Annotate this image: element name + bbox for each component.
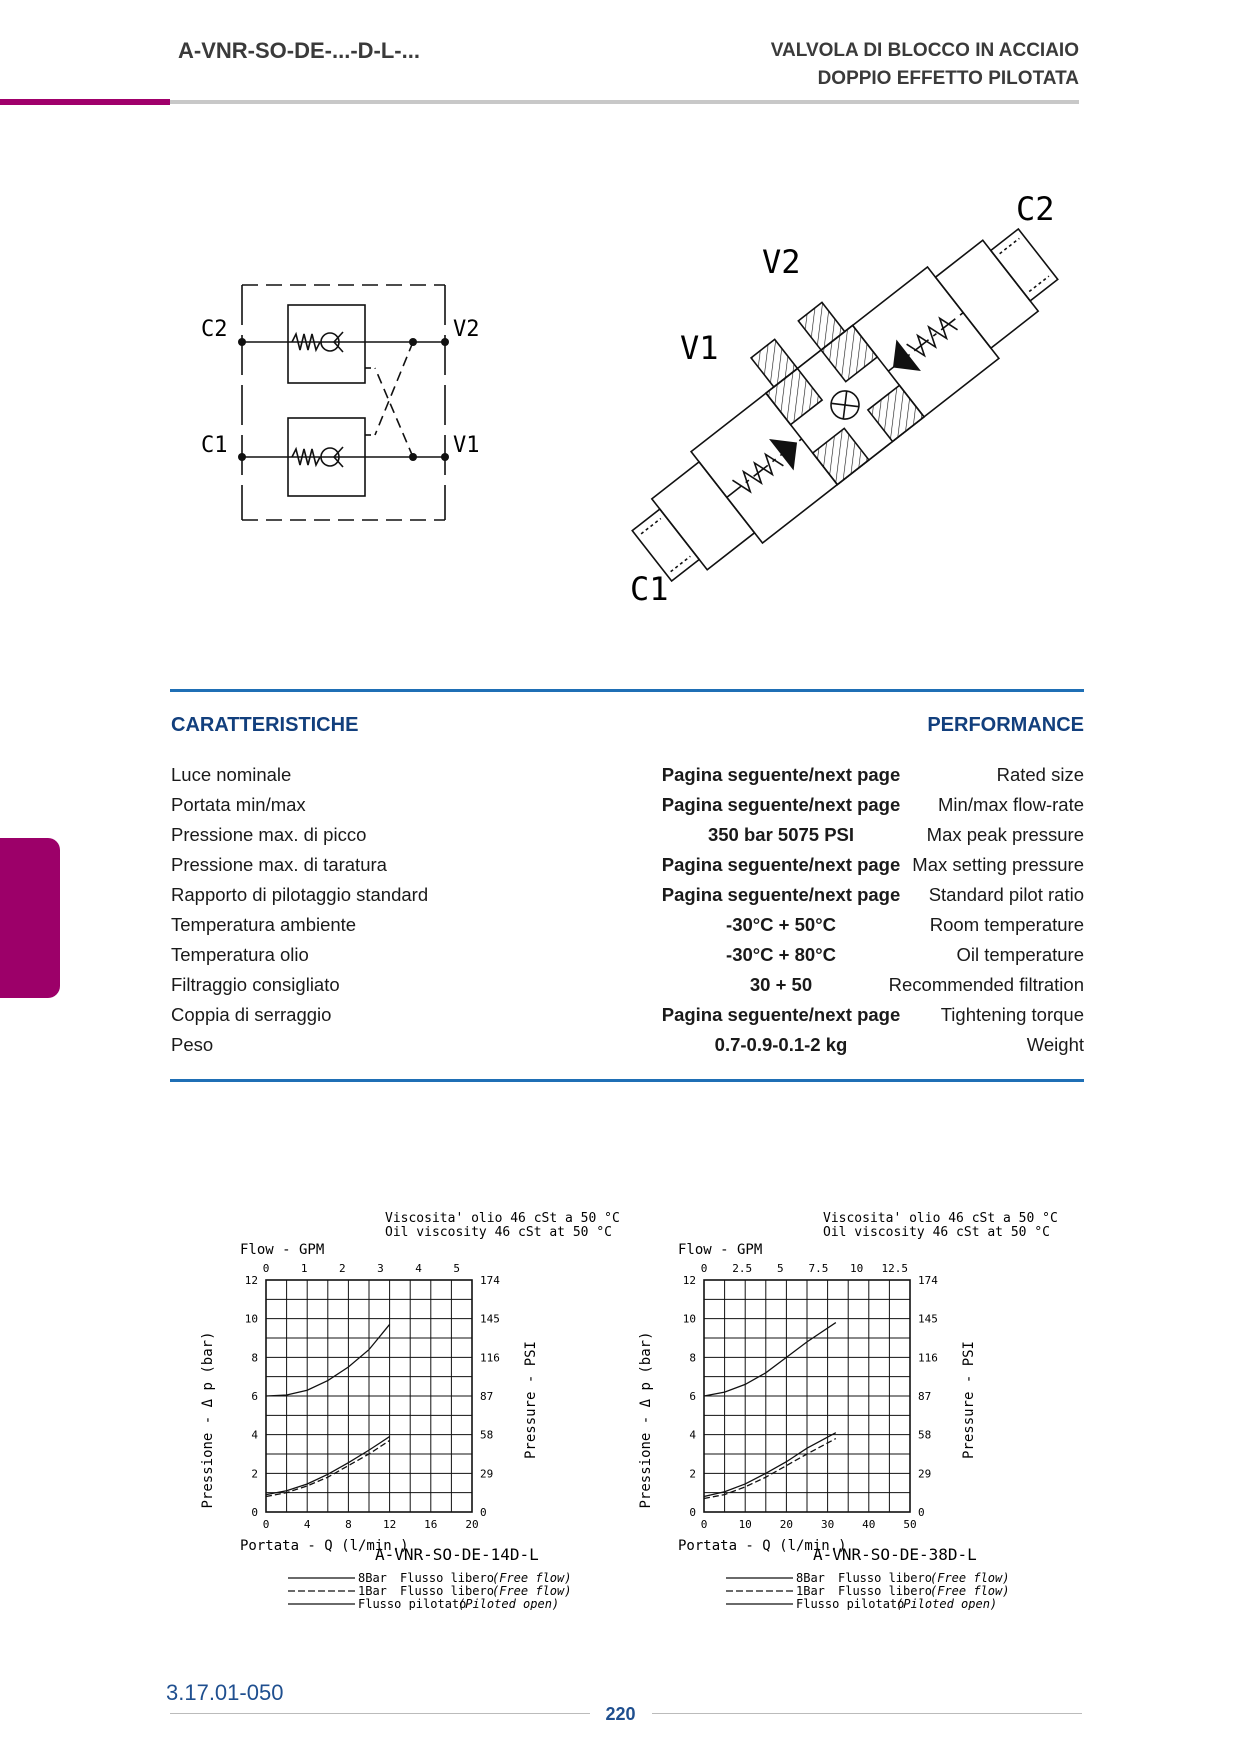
y-tick-label: 0 bbox=[251, 1506, 258, 1519]
top-tick-label: 2 bbox=[338, 1262, 346, 1275]
spec-label-it: Portata min/max bbox=[171, 794, 306, 815]
chart-legend bbox=[288, 1571, 571, 1610]
y-right-tick-label: 0 bbox=[480, 1506, 487, 1519]
series-line-0 bbox=[704, 1323, 836, 1396]
drawing-label-v1: V1 bbox=[680, 329, 719, 367]
x-tick-label: 4 bbox=[303, 1518, 311, 1531]
spec-label-it: Coppia di serraggio bbox=[171, 1004, 332, 1025]
y-right-tick-label: 29 bbox=[480, 1467, 494, 1481]
x-tick-label: 50 bbox=[903, 1518, 917, 1531]
y-tick-label: 8 bbox=[689, 1351, 696, 1365]
top-tick-label: 7.5 bbox=[808, 1262, 829, 1275]
title-line-2: DOPPIO EFFETTO PILOTATA bbox=[817, 68, 1079, 89]
y-tick-label: 12 bbox=[682, 1274, 696, 1287]
drawing-label-c2: C2 bbox=[1016, 195, 1055, 228]
port-label-c1: C1 bbox=[201, 433, 228, 458]
top-tick-label: 12.5 bbox=[881, 1262, 908, 1275]
page-number: 220 bbox=[605, 1704, 636, 1724]
spec-label-en: Oil temperature bbox=[956, 944, 1084, 965]
drawing-label-c1: C1 bbox=[630, 570, 669, 608]
top-tick-label: 10 bbox=[849, 1262, 864, 1275]
header-divider bbox=[170, 100, 1079, 104]
port-label-c2: C2 bbox=[201, 317, 228, 342]
y-right-tick-label: 58 bbox=[480, 1428, 494, 1442]
chart-14d bbox=[200, 1210, 660, 1610]
y-tick-label: 2 bbox=[689, 1467, 696, 1481]
y-right-tick-label: 116 bbox=[918, 1351, 938, 1365]
port-label-v2: V2 bbox=[453, 317, 480, 342]
legend-label-it: Flusso pilotato bbox=[358, 1597, 467, 1610]
y-right-axis-label: Pressure - PSI bbox=[523, 1340, 539, 1460]
spec-row bbox=[171, 914, 1084, 944]
title-line-1: VALVOLA DI BLOCCO IN ACCIAIO bbox=[770, 40, 1079, 61]
y-tick-label: 6 bbox=[251, 1390, 258, 1403]
header-accent-line bbox=[0, 99, 170, 105]
hydraulic-schematic bbox=[195, 270, 495, 530]
y-right-tick-label: 58 bbox=[918, 1428, 932, 1442]
top-axis-label: Flow - GPM bbox=[240, 1242, 325, 1258]
spec-label-en: Weight bbox=[1026, 1034, 1084, 1055]
y-tick-label: 8 bbox=[251, 1351, 258, 1365]
y-right-tick-label: 145 bbox=[918, 1312, 938, 1326]
legend-label-it: Flusso libero bbox=[838, 1571, 932, 1585]
spec-value: 30 + 50 bbox=[749, 974, 813, 995]
y-right-axis-label: Pressure - PSI bbox=[961, 1340, 977, 1460]
spec-value: Pagina seguente/next page bbox=[661, 854, 901, 875]
legend-label-it: Flusso libero bbox=[400, 1584, 494, 1598]
chart-model-label: A-VNR-SO-DE-14D-L bbox=[375, 1545, 539, 1564]
y-right-tick-label: 29 bbox=[918, 1467, 932, 1481]
spec-label-en: Room temperature bbox=[929, 914, 1084, 935]
legend-label-it: Flusso libero bbox=[838, 1584, 932, 1598]
spec-row bbox=[171, 884, 1084, 914]
x-tick-label: 12 bbox=[382, 1518, 397, 1531]
spec-label-it: Luce nominale bbox=[171, 764, 292, 785]
series-line-2 bbox=[704, 1433, 836, 1497]
y-right-tick-label: 87 bbox=[480, 1390, 494, 1403]
spec-label-it: Filtraggio consigliato bbox=[171, 974, 340, 995]
specs-top-rule bbox=[170, 689, 1084, 692]
y-tick-label: 12 bbox=[244, 1274, 258, 1287]
spec-label-en: Rated size bbox=[996, 764, 1084, 785]
spec-value: -30°C + 50°C bbox=[726, 914, 836, 935]
x-tick-label: 0 bbox=[262, 1518, 270, 1531]
spec-value: -30°C + 80°C bbox=[726, 944, 836, 965]
spec-label-it: Temperatura olio bbox=[171, 944, 309, 965]
port-label-v1: V1 bbox=[453, 433, 480, 458]
y-right-tick-label: 87 bbox=[918, 1390, 932, 1403]
top-tick-label: 0 bbox=[700, 1262, 708, 1275]
spec-row bbox=[171, 854, 1084, 884]
legend-key: 1Bar bbox=[358, 1584, 387, 1598]
spec-row bbox=[171, 1004, 1084, 1034]
top-axis-label: Flow - GPM bbox=[678, 1242, 763, 1258]
spec-label-it: Pressione max. di picco bbox=[171, 824, 367, 845]
top-tick-label: 2.5 bbox=[732, 1262, 753, 1275]
x-tick-label: 8 bbox=[345, 1518, 352, 1531]
valve-section-drawing bbox=[610, 195, 1080, 615]
specs-bottom-rule bbox=[170, 1079, 1084, 1082]
x-axis-label: Portata - Q (l/min.) bbox=[678, 1538, 847, 1554]
chart-model-label: A-VNR-SO-DE-38D-L bbox=[813, 1545, 977, 1564]
x-tick-label: 40 bbox=[862, 1518, 876, 1531]
x-tick-label: 20 bbox=[465, 1518, 479, 1531]
y-axis-label: Pressione - Δ p (bar) bbox=[638, 1331, 654, 1509]
spec-row bbox=[171, 974, 1084, 1004]
spec-row bbox=[171, 1034, 1084, 1064]
spec-label-en: Min/max flow-rate bbox=[938, 794, 1084, 815]
spec-label-en: Tightening torque bbox=[940, 1004, 1084, 1025]
spec-value: 0.7-0.9-0.1-2 kg bbox=[714, 1034, 848, 1055]
drawing-label-v2: V2 bbox=[762, 243, 801, 281]
chart-38d bbox=[638, 1210, 1098, 1610]
x-tick-label: 16 bbox=[424, 1518, 438, 1531]
viscosity-note-en: Oil viscosity 46 cSt at 50 °C bbox=[385, 1225, 612, 1240]
viscosity-note-en: Oil viscosity 46 cSt at 50 °C bbox=[823, 1225, 1050, 1240]
legend-key: 8Bar bbox=[358, 1571, 387, 1585]
specs-heading-en: PERFORMANCE bbox=[927, 714, 1084, 736]
y-axis-label: Pressione - Δ p (bar) bbox=[200, 1331, 216, 1509]
viscosity-note-it: Viscosita' olio 46 cSt a 50 °C bbox=[823, 1211, 1058, 1226]
y-tick-label: 10 bbox=[682, 1312, 696, 1326]
section-side-tab bbox=[0, 838, 60, 998]
legend-label-it: Flusso pilotato bbox=[796, 1597, 905, 1610]
spec-row bbox=[171, 944, 1084, 974]
spec-value: 350 bar 5075 PSI bbox=[707, 824, 855, 845]
top-tick-label: 3 bbox=[377, 1262, 384, 1275]
spec-value: Pagina seguente/next page bbox=[661, 794, 901, 815]
x-tick-label: 30 bbox=[820, 1518, 835, 1531]
spec-label-it: Rapporto di pilotaggio standard bbox=[171, 884, 429, 905]
x-tick-label: 0 bbox=[700, 1518, 708, 1531]
chart-grid bbox=[266, 1280, 472, 1512]
y-right-tick-label: 116 bbox=[480, 1351, 500, 1365]
legend-label-en: (Free flow) bbox=[492, 1571, 572, 1585]
top-tick-label: 4 bbox=[415, 1262, 422, 1275]
y-tick-label: 4 bbox=[251, 1428, 258, 1442]
viscosity-note-it: Viscosita' olio 46 cSt a 50 °C bbox=[385, 1211, 620, 1226]
spec-row bbox=[171, 764, 1084, 794]
legend-label-it: Flusso libero bbox=[400, 1571, 494, 1585]
series-line-1 bbox=[704, 1439, 836, 1499]
spec-label-en: Max peak pressure bbox=[926, 824, 1084, 845]
spec-label-it: Temperatura ambiente bbox=[171, 914, 357, 935]
spec-label-en: Recommended filtration bbox=[888, 974, 1084, 995]
x-tick-label: 10 bbox=[738, 1518, 752, 1531]
top-tick-label: 0 bbox=[262, 1262, 270, 1275]
legend-key: 1Bar bbox=[796, 1584, 825, 1598]
spec-value: Pagina seguente/next page bbox=[661, 884, 901, 905]
spec-value: Pagina seguente/next page bbox=[661, 1004, 901, 1025]
spec-row bbox=[171, 794, 1084, 824]
y-tick-label: 6 bbox=[689, 1390, 696, 1403]
legend-label-en: (Free flow) bbox=[930, 1584, 1010, 1598]
spec-value: Pagina seguente/next page bbox=[661, 764, 901, 785]
y-right-tick-label: 145 bbox=[480, 1312, 500, 1326]
y-tick-label: 2 bbox=[251, 1467, 258, 1481]
legend-label-en: (Piloted open) bbox=[458, 1597, 560, 1610]
specs-heading-it: CARATTERISTICHE bbox=[171, 714, 359, 736]
x-tick-label: 20 bbox=[779, 1518, 794, 1531]
legend-label-en: (Piloted open) bbox=[896, 1597, 998, 1610]
spec-label-en: Standard pilot ratio bbox=[928, 884, 1084, 905]
spec-row bbox=[171, 824, 1084, 854]
spec-label-it: Pressione max. di taratura bbox=[171, 854, 387, 875]
document-code: 3.17.01-050 bbox=[166, 1680, 284, 1705]
legend-label-en: (Free flow) bbox=[930, 1571, 1010, 1585]
legend-key: 8Bar bbox=[796, 1571, 825, 1585]
chart-legend bbox=[726, 1571, 1009, 1610]
chart-grid bbox=[704, 1280, 910, 1512]
spec-label-it: Peso bbox=[171, 1034, 214, 1055]
y-right-tick-label: 0 bbox=[918, 1506, 925, 1519]
product-code: A-VNR-SO-DE-...-D-L-... bbox=[178, 38, 420, 63]
top-tick-label: 1 bbox=[300, 1262, 308, 1275]
y-tick-label: 4 bbox=[689, 1428, 696, 1442]
top-tick-label: 5 bbox=[776, 1262, 784, 1275]
legend-label-en: (Free flow) bbox=[492, 1584, 572, 1598]
y-right-tick-label: 174 bbox=[918, 1274, 938, 1287]
x-axis-label: Portata - Q (l/min.) bbox=[240, 1538, 409, 1554]
spec-label-en: Max setting pressure bbox=[912, 854, 1084, 875]
y-right-tick-label: 174 bbox=[480, 1274, 500, 1287]
y-tick-label: 0 bbox=[689, 1506, 696, 1519]
top-tick-label: 5 bbox=[453, 1262, 461, 1275]
y-tick-label: 10 bbox=[244, 1312, 258, 1326]
